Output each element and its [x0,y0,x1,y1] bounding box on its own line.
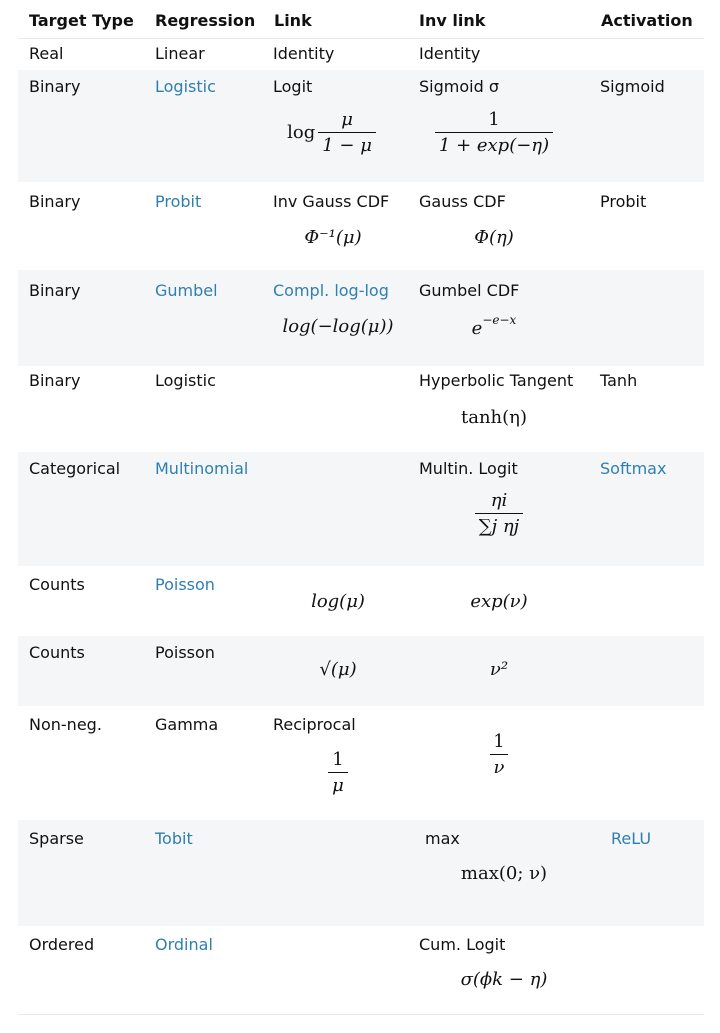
link-compl-log-log[interactable]: Compl. log-log [273,281,389,300]
cell-inv-link: Hyperbolic Tangent [419,371,574,390]
formula-gauss-cdf: Φ(η) [474,226,514,248]
cell-activation: Tanh [600,371,638,390]
formula-num: ηi [490,489,508,511]
cell-link: Identity [273,44,335,63]
formula-inv-gauss-cdf: Φ⁻¹(μ) [304,226,362,248]
formula-num: 1 [493,730,505,752]
formula-sqrt-link: √(μ) [319,658,357,680]
formula-num: 1 [332,748,344,770]
cell-inv-link: Cum. Logit [419,935,506,954]
cell-inv-link: Identity [419,44,481,63]
formula-sqrt-inv: ν² [489,658,509,680]
cell-inv-link: max [425,829,460,848]
table-row [18,820,704,926]
cell-link: Logit [273,77,313,96]
table-row [18,926,704,1014]
cell-target: Categorical [29,459,121,478]
header-inv-link: Inv link [419,11,486,30]
table-row [18,706,704,820]
formula-num: 1 [488,108,500,130]
formula-den: 1 − μ [318,132,376,156]
cell-target: Binary [29,281,81,300]
formula-reciprocal-link [273,744,403,800]
formula-den: 1 + exp(−η) [435,132,553,156]
cell-link: Reciprocal [273,715,356,734]
table-row [18,270,704,366]
cell-activation: Probit [600,192,647,211]
formula-sigmoid [419,104,569,160]
table-bottom-border [18,1014,704,1015]
header-target-type: Target Type [29,11,134,30]
header-regression: Regression [155,11,256,30]
formula-den: ∑j ηj [475,513,524,537]
cell-link: Inv Gauss CDF [273,192,390,211]
link-ordinal[interactable]: Ordinal [155,935,213,954]
link-probit[interactable]: Probit [155,192,202,211]
cell-target: Ordered [29,935,95,954]
cell-regression: Linear [155,44,205,63]
cell-target: Counts [29,643,85,662]
table-row [18,566,704,636]
cell-target: Counts [29,575,85,594]
link-softmax[interactable]: Softmax [600,459,667,478]
formula-den: μ [328,772,348,796]
formula-poisson-inv: exp(ν) [470,590,528,612]
table-row [18,636,704,706]
cell-inv-link: Gauss CDF [419,192,506,211]
formula-gumbel-cdf: e $^{-e-x}$ [471,313,517,339]
cell-target: Sparse [29,829,84,848]
link-multinomial[interactable]: Multinomial [155,459,249,478]
cell-target: Binary [29,77,81,96]
header-link: Link [274,11,312,30]
table-row [18,182,704,270]
link-logistic[interactable]: Logistic [155,77,216,96]
link-gumbel[interactable]: Gumbel [155,281,218,300]
cell-target: Non-neg. [29,715,102,734]
formula-compl-log-log: log(−log(μ)) [282,315,394,337]
formula-softmax [419,482,579,544]
cell-inv-link: Multin. Logit [419,459,518,478]
cell-regression: Poisson [155,643,215,662]
link-relu[interactable]: ReLU [611,829,652,848]
formula-num: μ [341,108,353,130]
header-activation: Activation [601,11,693,30]
cell-regression: Gamma [155,715,219,734]
cell-target: Real [29,44,64,63]
formula-den: ν [490,754,509,778]
cell-regression: Logistic [155,371,216,390]
table-header [18,0,704,39]
table-row [18,366,704,452]
formula-poisson-link: log(μ) [311,590,365,612]
link-poisson[interactable]: Poisson [155,575,215,594]
formula-tanh: tanh(η) [461,406,527,428]
cell-inv-link: Gumbel CDF [419,281,520,300]
cell-inv-link: Sigmoid σ [419,77,499,96]
formula-ordinal: σ(ϕk − η) [460,968,548,990]
cell-target: Binary [29,192,81,211]
cell-activation: Sigmoid [600,77,665,96]
table-row [18,70,704,182]
table-row [18,38,704,70]
formula-reciprocal-inv [419,726,579,782]
cell-target: Binary [29,371,81,390]
formula-logit [273,104,393,160]
formula-log: log [287,121,316,143]
formula-relu: max(0; ν) [460,862,548,884]
link-tobit[interactable]: Tobit [155,829,193,848]
table-row [18,452,704,566]
